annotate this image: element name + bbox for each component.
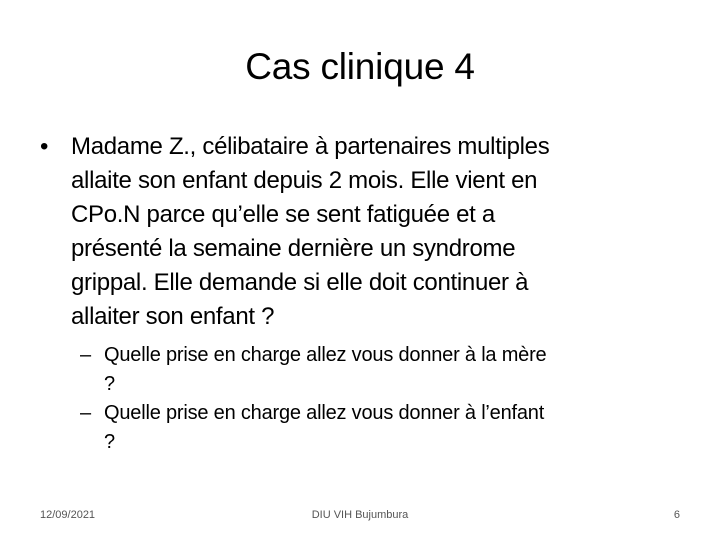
sub-bullet-line: ? [104, 373, 115, 395]
main-bullet-text [71, 130, 691, 334]
sub-bullet-line: Quelle prise en charge allez vous donner à l’enfant [104, 402, 545, 424]
bullet-line: allaite son enfant depuis 2 mois. Elle vient en [71, 167, 538, 194]
bullet-line: CPo.N parce qu’elle se sent fatiguée et a [71, 201, 495, 228]
bullet-line: présenté la semaine dernière un syndrome [71, 235, 516, 262]
sub-bullet-item [80, 341, 680, 399]
page-number: 6 [673, 509, 680, 521]
dash-icon: – [80, 344, 91, 366]
sub-bullet-line: ? [104, 431, 115, 453]
footer-date: 12/09/2021 [40, 509, 96, 521]
bullet-line: grippal. Elle demande si elle doit continuer à [71, 269, 529, 296]
footer-center-text: DIU VIH Bujumbura [311, 509, 409, 521]
slide-title: Cas clinique 4 [245, 46, 475, 87]
dash-icon: – [80, 402, 91, 424]
bullet-line: allaiter son enfant ? [71, 303, 275, 330]
bullet-line: Madame Z., célibataire à partenaires multiples [71, 133, 550, 160]
sub-bullet-list [80, 341, 680, 457]
sub-bullet-line: Quelle prise en charge allez vous donner à la mère [104, 344, 547, 366]
bullet-dot-icon: • [40, 133, 49, 160]
sub-bullet-item [80, 399, 680, 457]
